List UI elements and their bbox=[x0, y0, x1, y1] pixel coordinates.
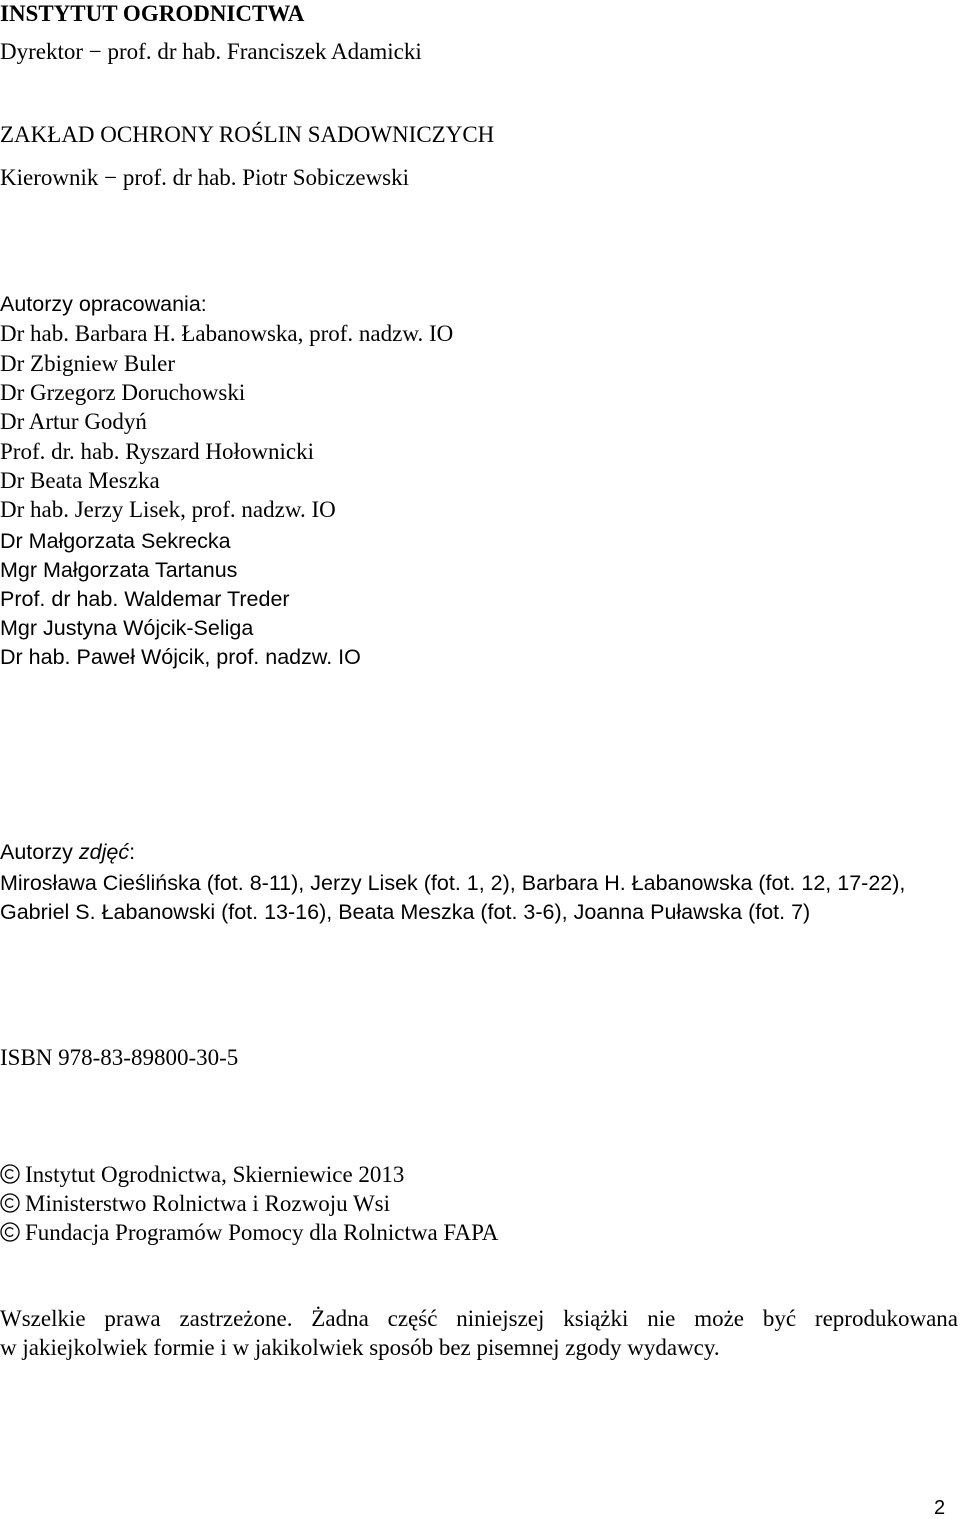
page-number: 2 bbox=[934, 1497, 946, 1519]
copyright-line bbox=[0, 1190, 390, 1218]
author-item: Mgr Justyna Wójcik-Seliga bbox=[0, 616, 254, 640]
author-item: Dr Zbigniew Buler bbox=[0, 351, 176, 376]
isbn: ISBN 978-83-89800-30-5 bbox=[0, 1045, 239, 1070]
author-item: Dr hab. Paweł Wójcik, prof. nadzw. IO bbox=[0, 645, 361, 669]
author-item: Prof. dr hab. Waldemar Treder bbox=[0, 587, 290, 611]
institute-director: Dyrektor − prof. dr hab. Franciszek Adamicki bbox=[0, 39, 422, 64]
department-name: ZAKŁAD OCHRONY ROŚLIN SADOWNICZYCH bbox=[0, 122, 495, 147]
photos-credits-line: Mirosława Cieślińska (fot. 8-11), Jerzy Lisek (fot. 1, 2), Barbara H. Łabanowska (fot. 12, 17-22), bbox=[0, 871, 906, 895]
institute-name: INSTYTUT OGRODNICTWA bbox=[0, 1, 305, 26]
copyright-text: Ministerstwo Rolnictwa i Rozwoju Wsi bbox=[25, 1191, 391, 1216]
rights-notice-line: w jakiejkolwiek formie i w jakikolwiek sposób bez pisemnej zgody wydawcy. bbox=[0, 1335, 720, 1360]
copyright-icon bbox=[0, 1222, 20, 1242]
photos-heading-suffix: : bbox=[129, 840, 136, 864]
authors-heading: Autorzy opracowania: bbox=[0, 292, 207, 316]
author-item: Dr Artur Godyń bbox=[0, 409, 147, 434]
author-item: Dr Małgorzata Sekrecka bbox=[0, 529, 231, 553]
copyright-icon bbox=[0, 1164, 20, 1184]
copyright-text: Instytut Ogrodnictwa, Skierniewice 2013 bbox=[25, 1162, 405, 1187]
author-item: Dr hab. Barbara H. Łabanowska, prof. nadzw. IO bbox=[0, 321, 454, 346]
copyright-icon bbox=[0, 1193, 20, 1213]
copyright-line bbox=[0, 1161, 404, 1189]
department-head: Kierownik − prof. dr hab. Piotr Sobiczewski bbox=[0, 165, 410, 190]
copyright-line bbox=[0, 1219, 498, 1247]
author-item: Mgr Małgorzata Tartanus bbox=[0, 558, 238, 582]
photos-heading bbox=[0, 838, 135, 866]
rights-notice-line: Wszelkie prawa zastrzeżone. Żadna część niniejszej książki nie może być reprodukowana bbox=[0, 1306, 958, 1331]
author-item: Prof. dr. hab. Ryszard Hołownicki bbox=[0, 439, 315, 464]
author-item: Dr Grzegorz Doruchowski bbox=[0, 380, 246, 405]
author-item: Dr hab. Jerzy Lisek, prof. nadzw. IO bbox=[0, 497, 336, 522]
photos-heading-italic: zdjęć bbox=[78, 840, 130, 864]
author-item: Dr Beata Meszka bbox=[0, 468, 160, 493]
photos-heading-prefix: Autorzy bbox=[0, 840, 79, 864]
copyright-text: Fundacja Programów Pomocy dla Rolnictwa FAPA bbox=[25, 1220, 499, 1245]
photos-credits-line: Gabriel S. Łabanowski (fot. 13-16), Beata Meszka (fot. 3-6), Joanna Puławska (fot. 7) bbox=[0, 900, 811, 924]
